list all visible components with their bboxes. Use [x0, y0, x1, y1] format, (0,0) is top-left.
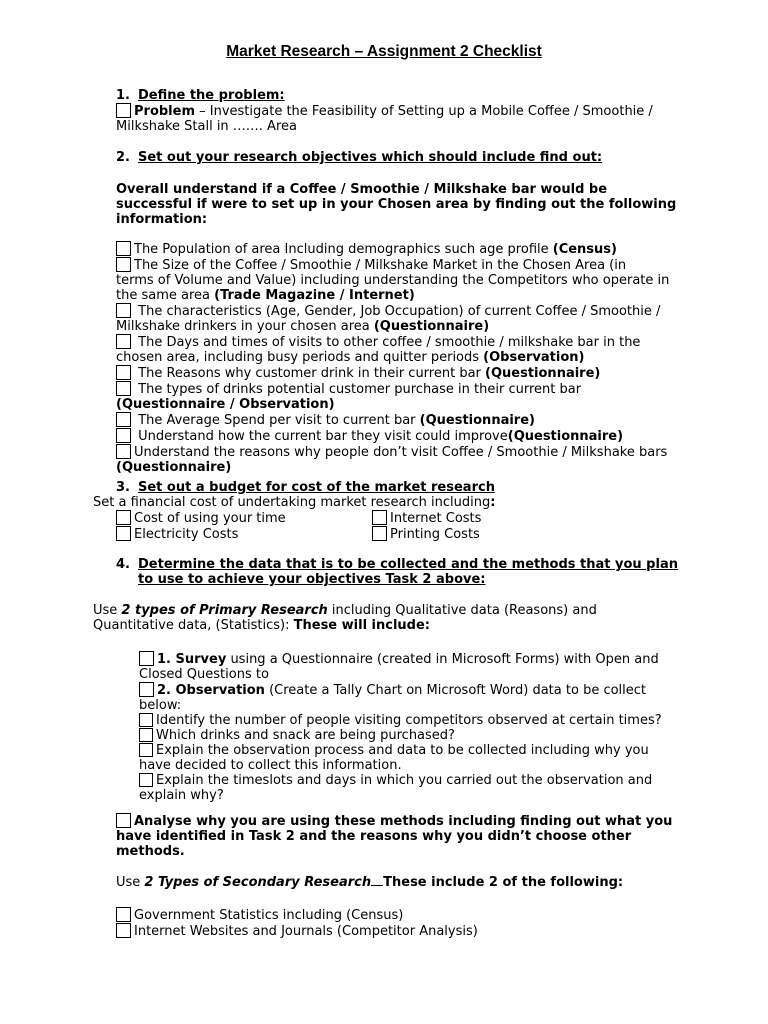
intro-line: information:: [116, 212, 208, 227]
item-source: (Questionnaire / Observation): [116, 397, 335, 412]
item-text: Printing Costs: [390, 527, 480, 542]
item-text: The characteristics (Age, Gender, Job Occupation) of current Coffee / Smoothie /: [138, 304, 661, 319]
checkbox[interactable]: [116, 412, 131, 427]
checkbox[interactable]: [372, 510, 387, 525]
checkbox[interactable]: [139, 713, 153, 727]
checkbox[interactable]: [116, 381, 131, 396]
method-item: [116, 651, 662, 667]
checkbox[interactable]: [116, 813, 131, 828]
underline-mark: [371, 875, 383, 886]
item-text: Electricity Costs: [134, 527, 239, 542]
observation-item: [116, 728, 662, 743]
objectives-list: [116, 241, 669, 475]
checkbox[interactable]: [116, 907, 131, 922]
item-text: The Average Spend per visit to current bar: [138, 413, 420, 428]
observation-item: [116, 713, 662, 728]
budget-intro: [93, 495, 495, 510]
checkbox[interactable]: [116, 923, 131, 938]
text: including Qualitative data (Reasons) and: [327, 603, 597, 618]
section-2-heading: [116, 150, 602, 165]
item-source: (Observation): [483, 350, 585, 365]
item-text: Government Statistics including (Census): [134, 908, 404, 923]
item-text: The types of drinks potential customer purchase in their current bar: [138, 382, 582, 397]
observation-item: [116, 743, 662, 758]
section-title: Determine the data that is to be collected and the methods that you plan: [138, 557, 678, 572]
checkbox[interactable]: [139, 651, 154, 666]
method-label: 2. Observation: [157, 683, 265, 698]
item-text: methods.: [116, 844, 185, 859]
item-source: (Questionnaire): [419, 413, 535, 428]
section-4-heading: [116, 557, 678, 587]
section-title: to use to achieve your objectives Task 2 above:: [138, 572, 486, 587]
primary-methods: [116, 651, 662, 803]
budget-col-2: [372, 510, 481, 542]
secondary-intro: [116, 875, 623, 890]
item-text: (Create a Tally Chart on Microsoft Word) data to be collect: [264, 683, 647, 698]
item-source: (Questionnaire): [485, 366, 601, 381]
item-text: Which drinks and snack are being purchased?: [156, 728, 455, 743]
section-title: Set out your research objectives which should include find out:: [138, 150, 603, 165]
intro-colon: :: [490, 495, 496, 510]
item-text: Milkshake Stall in ……. Area: [116, 119, 297, 134]
observation-item: [116, 773, 662, 788]
secondary-item: [116, 907, 478, 923]
item-text: Internet Costs: [390, 511, 482, 526]
item-source: (Questionnaire): [116, 460, 232, 475]
item-text: explain why?: [139, 788, 224, 803]
item-text: terms of Volume and Value) including understanding the Competitors who operate in: [116, 273, 670, 288]
section-title: Set out a budget for cost of the market research: [138, 480, 495, 495]
method-label: 1. Survey: [157, 652, 227, 667]
section-number: 2.: [116, 150, 130, 165]
checkbox[interactable]: [116, 428, 131, 443]
objective-item: [116, 412, 669, 428]
item-text: the same area: [116, 288, 215, 303]
checkbox[interactable]: [139, 743, 153, 757]
checkbox[interactable]: [116, 241, 131, 256]
item-text: [116, 288, 669, 303]
section-number: 4.: [116, 557, 130, 572]
item-text: [116, 350, 669, 365]
method-item: [116, 682, 662, 698]
budget-item: [116, 526, 286, 542]
checkbox[interactable]: [116, 334, 131, 349]
item-text: Analyse why you are using these methods including finding out what you: [134, 814, 673, 829]
item-text: have identified in Task 2 and the reasons why you didn’t choose other: [116, 829, 632, 844]
budget-item: [372, 526, 481, 542]
section-1-heading: [116, 88, 285, 103]
item-text: Explain the observation process and data to be collected including why you: [156, 743, 649, 758]
budget-col-1: [116, 510, 286, 542]
item-text: Closed Questions to: [139, 667, 269, 682]
item-text: Understand the reasons why people don’t visit Coffee / Smoothie / Milkshake bars: [134, 445, 668, 460]
emphasis: 2 types of Primary Research: [121, 603, 328, 618]
intro-text: Set a financial cost of undertaking market research including: [93, 495, 491, 510]
budget-item: [372, 510, 481, 526]
item-text: The Size of the Coffee / Smoothie / Milkshake Market in the Chosen Area (in: [134, 258, 627, 273]
page-title: Market Research – Assignment 2 Checklist: [226, 43, 542, 60]
section-title: Define the problem:: [138, 88, 285, 103]
text: Use: [93, 603, 122, 618]
item-text: The Population of area Including demographics such age profile: [134, 242, 553, 257]
item-text: Milkshake drinkers in your chosen area: [116, 319, 374, 334]
item-text: below:: [139, 698, 182, 713]
item-text: Identify the number of people visiting competitors observed at certain times?: [156, 713, 662, 728]
objective-item: [116, 257, 669, 273]
checkbox[interactable]: [116, 526, 131, 541]
item-text: Cost of using your time: [134, 511, 286, 526]
item-source: (Census): [552, 242, 617, 257]
objective-item: [116, 303, 669, 319]
item-text: The Days and times of visits to other coffee / smoothie / milkshake bar in the: [138, 335, 641, 350]
intro-line: Overall understand if a Coffee / Smoothie / Milkshake bar would be: [116, 182, 608, 197]
checkbox[interactable]: [116, 365, 131, 380]
item-text: The Reasons why customer drink in their current bar: [138, 366, 486, 381]
emphasis: These include 2 of the following:: [383, 875, 624, 890]
item-text: Explain the timeslots and days in which you carried out the observation and: [156, 773, 653, 788]
section-number: 1.: [116, 88, 130, 103]
item-source: (Questionnaire): [507, 429, 624, 444]
objective-item: [116, 365, 669, 381]
checkbox[interactable]: [139, 682, 154, 697]
checkbox[interactable]: [372, 526, 387, 541]
section-number: 3.: [116, 480, 130, 495]
item-text: have decided to collect this information.: [139, 758, 402, 773]
item-text: Internet Websites and Journals (Competitor Analysis): [134, 924, 478, 939]
objectives-intro: [116, 182, 676, 227]
checkbox[interactable]: [116, 510, 131, 525]
objective-item: [116, 334, 669, 350]
item-source: (Trade Magazine / Internet): [214, 288, 415, 303]
objective-item: [116, 444, 669, 460]
checkbox[interactable]: [116, 303, 131, 318]
text: Quantitative data, (Statistics):: [93, 618, 294, 633]
item-source: (Questionnaire): [373, 319, 490, 334]
secondary-list: [116, 907, 478, 939]
checkbox[interactable]: [116, 444, 131, 459]
objective-item: [116, 241, 669, 257]
checkbox[interactable]: [139, 773, 153, 787]
secondary-item: [116, 923, 478, 939]
item-text: using a Questionnaire (created in Microsoft Forms) with Open and: [226, 652, 659, 667]
item-text: Understand how the current bar they visit could improve: [138, 429, 508, 444]
emphasis: 2 Types of Secondary Research: [144, 875, 372, 890]
budget-item: [116, 510, 286, 526]
checkbox[interactable]: [116, 257, 131, 272]
section-3-heading: [116, 480, 495, 495]
objective-item: [116, 428, 669, 444]
intro-line: successful if were to set up in your Chosen area by finding out the following: [116, 197, 677, 212]
emphasis: These will include:: [293, 618, 430, 633]
checkbox[interactable]: [116, 103, 131, 118]
problem-item: [116, 103, 653, 134]
text: Use: [116, 875, 145, 890]
item-text: [116, 319, 669, 334]
checkbox[interactable]: [139, 728, 153, 742]
item-text: – Investigate the Feasibility of Setting up a Mobile Coffee / Smoothie /: [195, 104, 653, 119]
item-label: Problem: [134, 104, 195, 119]
objective-item: [116, 381, 669, 397]
primary-intro: [93, 603, 597, 633]
analyse-item: [116, 813, 672, 859]
item-text: chosen area, including busy periods and quitter periods: [116, 350, 484, 365]
